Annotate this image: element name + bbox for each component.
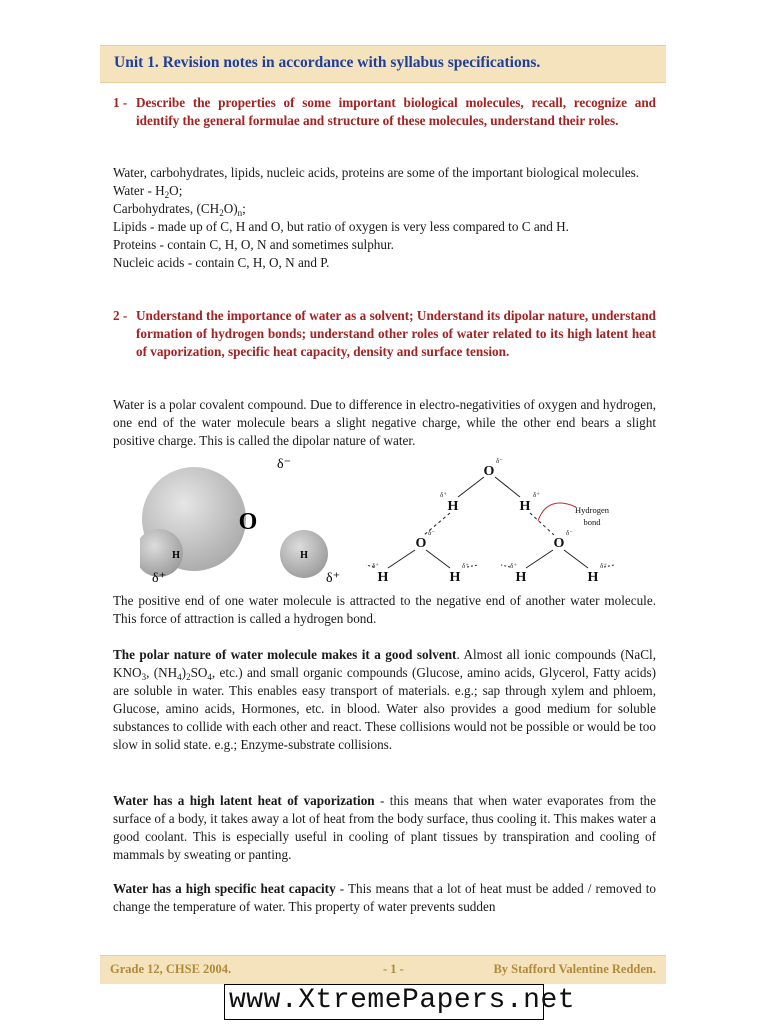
solvent-heading: The polar nature of water molecule makes it a good solvent [113, 647, 457, 662]
svg-text:δ⁻: δ⁻ [428, 529, 435, 537]
question-number: 1 - [113, 95, 128, 110]
hydrogen-label: H [447, 499, 459, 514]
specific-heat-paragraph: Water has a high specific heat capacity - This means that a lot of heat must be added / removed to change the temperature of water. This property of water prevents sudden [113, 881, 656, 914]
delta-minus-label: δ⁻ [277, 457, 291, 472]
hydrogen-label: H [515, 570, 527, 585]
page-number: - 1 - [383, 962, 404, 976]
question-1 [113, 94, 656, 130]
question-text: Describe the properties of some important biological molecules, recall, recognize and identify the general formulae and structure of these molecules, understand their roles. [136, 95, 656, 128]
svg-text:δ⁺: δ⁺ [600, 562, 607, 570]
question-number: 2 - [113, 308, 128, 323]
molecules-paragraph [113, 164, 656, 272]
polar-paragraph: Water is a polar covalent compound. Due to difference in electro-negativities of oxygen and hydrogen, one end of the water molecule bears a slight negative charge, while the other end bears a slight positive charge. This is called the dipolar nature of water. [113, 397, 656, 448]
hydrogen-label: H [449, 570, 461, 585]
delta-plus-label: δ⁺ [152, 571, 166, 586]
svg-text:δ⁺: δ⁺ [462, 562, 469, 570]
delta-plus-label: δ⁺ [326, 571, 340, 586]
svg-text:δ⁺: δ⁺ [372, 562, 379, 570]
carbohydrate-formula: Carbohydrates, $(CH_2O)_n$; [113, 201, 246, 218]
oxygen-label: O [553, 536, 565, 551]
oxygen-label: O [483, 464, 495, 479]
svg-text:δ⁺: δ⁺ [533, 491, 540, 499]
svg-text:δ⁺: δ⁺ [510, 562, 517, 570]
latent-heat-paragraph: Water has a high latent heat of vaporization - this means that when water evaporates from the surface of a body, it takes away a lot of heat from the body surface, thus cooling it. This makes water a good coolant. This is especially useful in cooling of plant tissues by transpiration and cooling of mammals by sweating or panting. [113, 793, 656, 862]
solvent-paragraph: The polar nature of water molecule makes it a good solvent. Almost all ionic compounds (NaCl, $KNO_3$, $(NH_4)_2SO_4$, etc.) and small organic compounds (Glucose, amino acids, Glycerol, Fatty acids) are soluble in water. This enables easy transport of materials. e.g.; sap through xylem and phloem, Glucose, amino acids, Hormones, etc. in blood. Water also provides a good medium for soluble substances to collide with each other and react. These collisions would not be possible or would be too slow in solid state. e.g.; Enzyme-substrate collisions. [113, 647, 656, 752]
hydrogen-label: H [300, 550, 308, 561]
footer-bar [100, 955, 666, 984]
svg-text:δ⁻: δ⁻ [496, 457, 503, 465]
hydrogen-label: H [377, 570, 389, 585]
proteins-line: Proteins - contain C, H, O, N and sometimes sulphur. [113, 237, 394, 252]
hydrogen-bond-diagram [362, 455, 632, 590]
footer-grade: Grade 12, CHSE 2004. [110, 962, 232, 976]
nucleic-acids-line: Nucleic acids - contain C, H, O, N and P. [113, 255, 330, 270]
specific-heat-heading: Water has a high specific heat capacity [113, 881, 336, 896]
hydrogen-bond-paragraph: The positive end of one water molecule is attracted to the negative end of another water molecule. This force of attraction is called a hydrogen bond. [113, 593, 656, 626]
question-text: Understand the importance of water as a solvent; Understand its dipolar nature, understand formation of hydrogen bonds; understand other roles of water related to its high latent heat of vaporization, specific heat capacity, density and surface tension. [136, 308, 656, 359]
svg-text:δ⁻: δ⁻ [566, 529, 573, 537]
watermark-banner [224, 984, 576, 1020]
latent-heat-heading: Water has a high latent heat of vaporization [113, 793, 375, 808]
lipids-line: Lipids - made up of C, H and O, but ratio of oxygen is very less compared to C and H. [113, 219, 569, 234]
molecules-intro: Water, carbohydrates, lipids, nucleic acids, proteins are some of the important biological molecules. [113, 165, 640, 180]
hydrogen-bond-label: Hydrogen [575, 505, 609, 515]
watermark-url: www.XtremePapers.net [229, 985, 576, 1016]
oxygen-label: O [415, 536, 427, 551]
page-title: Unit 1. Revision notes in accordance with syllabus specifications. [114, 54, 541, 71]
svg-text:δ⁺: δ⁺ [440, 491, 447, 499]
hydrogen-bond-label: bond [583, 517, 601, 527]
footer-author: By Stafford Valentine Redden. [493, 962, 656, 976]
question-2 [113, 307, 656, 361]
oxygen-label: O [238, 509, 258, 535]
water-formula: Water - $H_2O$; [113, 183, 183, 200]
hydrogen-label: H [519, 499, 531, 514]
header-banner [100, 45, 666, 83]
hydrogen-label: H [587, 570, 599, 585]
water-molecule-diagram [140, 452, 350, 592]
hydrogen-label: H [172, 550, 180, 561]
